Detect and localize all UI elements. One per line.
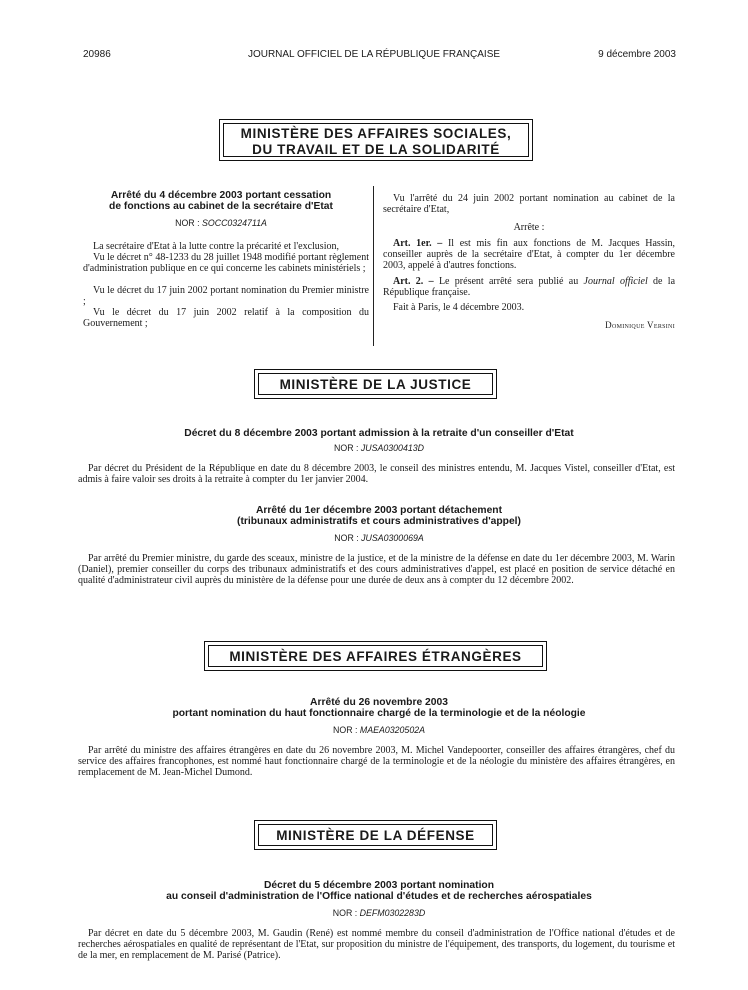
signature: Dominique Versini [605,320,675,330]
journal-title: JOURNAL OFFICIEL DE LA RÉPUBLIQUE FRANÇAISE [247,49,501,60]
ministry-box-social [219,119,533,161]
ministry-title: MINISTÈRE DES AFFAIRES ÉTRANGÈRES [229,649,522,664]
ministry-title: MINISTÈRE DE LA DÉFENSE [276,828,475,843]
ministry-box-defense [254,820,497,850]
article-2-text: Le présent arrêté sera publié au [438,276,579,287]
paragraph: Vu le décret n° 48-1233 du 28 juillet 1948 modifié portant règlement d'administration publique en ce qui concerne les cabinets ministériels ; [83,252,369,274]
nor-reference [83,533,675,543]
act-title-line1: Décret du 5 décembre 2003 portant nomination [263,880,495,891]
act-title-line1: Arrêté du 1er décembre 2003 portant détachement [255,505,503,516]
nor-label: NOR : [334,533,359,543]
act-title-line2: (tribunaux administratifs et cours administratives d'appel) [237,516,521,527]
act-title [83,697,675,719]
article-1 [383,238,675,271]
paragraph: Vu le décret du 17 juin 2002 relatif à la composition du Gouvernement ; [83,307,369,329]
article-2-italic: Journal officiel [583,276,648,287]
fait-line: Fait à Paris, le 4 décembre 2003. [393,302,525,313]
act-title [83,505,675,527]
article-1-text: Il est mis fin aux fonctions de M. Jacques Hassin, conseiller auprès de la secrétaire d'Etat, à compter du 1er décembre 2003, appelé à d'autres fonctions. [383,238,675,271]
ministry-title-line1: MINISTÈRE DES AFFAIRES SOCIALES, [240,126,512,141]
act-title-line2: de fonctions au cabinet de la secrétaire d'Etat [109,201,333,212]
article-2 [383,276,675,298]
nor-code: JUSA0300413D [360,443,424,453]
arrete-line: Arrête : [513,222,545,233]
paragraph: Par arrêté du Premier ministre, du garde des sceaux, ministre de la justice, et de la ministre de la défense en date du 1er décembre 2003, M. Warin (Daniel), premier conseiller du corps des tribunaux administratifs et des cours administratives d'appel, est placé en position de service détaché en qualité d'administrateur civil auprès du ministère de la défense pour une durée de deux ans à compter du 12 décembre 2002. [78,553,675,586]
ministry-box-justice [254,369,497,399]
ministry-title-line2: DU TRAVAIL ET DE LA SOLIDARITÉ [252,142,500,157]
paragraph: La secrétaire d'Etat à la lutte contre la précarité et l'exclusion, [93,241,339,252]
nor-label: NOR : [334,443,359,453]
act-title: Décret du 8 décembre 2003 portant admission à la retraite d'un conseiller d'Etat [184,428,574,439]
nor-code: MAEA0320502A [359,725,425,735]
article-2-text-end: de la République française. [383,276,676,298]
nor-label: NOR : [332,908,358,918]
paragraph: Vu l'arrêté du 24 juin 2002 portant nomination au cabinet de la secrétaire d'Etat, [383,193,675,215]
act-title-line1: Arrêté du 4 décembre 2003 portant cessation [110,190,332,201]
paragraph: Vu le décret du 17 juin 2002 portant nomination du Premier ministre ; [83,285,369,307]
issue-date: 9 décembre 2003 [598,49,676,60]
ministry-title: MINISTÈRE DE LA JUSTICE [279,377,472,392]
nor-code: SOCC0324711A [202,218,267,228]
act-title-line2: au conseil d'administration de l'Office national d'études et de recherches aérospatiales [166,891,592,902]
column-divider [373,186,374,346]
nor-reference [83,725,675,735]
paragraph: Par décret du Président de la République en date du 8 décembre 2003, le conseil des ministres entendu, M. Jacques Vistel, conseiller d'Etat, est admis à faire valoir ses droits à la retraite à compter du 1er janvier 2004. [78,463,675,485]
act-title-line2: portant nomination du haut fonctionnaire chargé de la terminologie et de la néologie [172,708,586,719]
act-title-line1: Arrêté du 26 novembre 2003 [310,697,448,708]
article-2-label: Art. 2. – [393,276,434,287]
nor-reference [83,908,675,918]
ministry-box-etrangeres [204,641,547,671]
article-1-label: Art. 1er. – [393,238,443,249]
nor-code: JUSA0300069A [361,533,424,543]
paragraph: Par arrêté du ministre des affaires étrangères en date du 26 novembre 2003, M. Michel Vandepoorter, conseiller des affaires étrangères, chef du service des affaires francophones, est nommé haut fonctionnaire chargé de la terminologie et de la néologie du ministère des affaires étrangères, en remplacement de M. Jean-Michel Dumond. [78,745,675,778]
act-title [83,880,675,902]
nor-label: NOR : [333,725,358,735]
nor-reference [83,218,359,228]
nor-label: NOR : [175,218,200,228]
paragraph: Par décret en date du 5 décembre 2003, M. Gaudin (René) est nommé membre du conseil d'administration de l'Office national d'études et de recherches aérospatiales en qualité de représentant de l'Etat, sur proposition du ministre de l'équipement, des transports, du logement, du tourisme et de la mer, en remplacement de M. Parisé (Patrice). [78,928,675,961]
page-number: 20986 [83,49,111,60]
act-title [83,190,359,212]
nor-code: DEFM0302283D [359,908,426,918]
nor-reference [83,443,675,453]
